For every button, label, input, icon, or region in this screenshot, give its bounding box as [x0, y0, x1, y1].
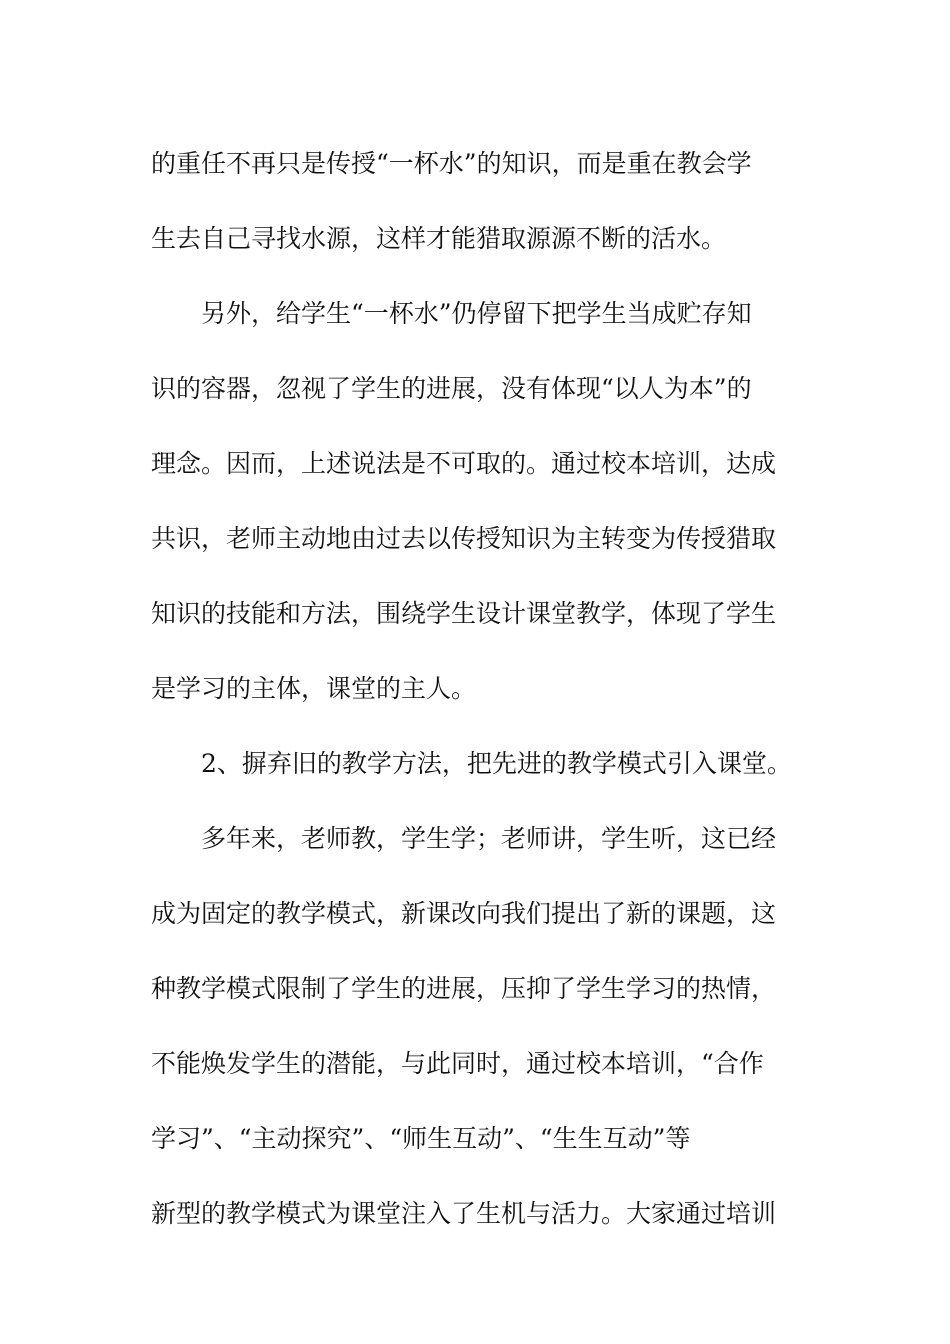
text-line: 生去自己寻找水源，这样才能猎取源源不断的活水。: [151, 224, 727, 253]
text-line: 成为固定的教学模式，新课改向我们提出了新的课题，这: [151, 899, 777, 928]
text-line: 的重任不再只是传授“一杯水”的知识，而是重在教会学: [151, 149, 752, 178]
text-line: 知识的技能和方法，围绕学生设计课堂教学，体现了学生: [151, 599, 777, 628]
section-heading: 2、摒弃旧的教学方法，把先进的教学模式引入课堂。: [201, 749, 792, 778]
text-line: 不能焕发学生的潜能，与此同时，通过校本培训，“合作: [151, 1049, 764, 1078]
text-line: 理念。因而，上述说法是不可取的。通过校本培训，达成: [151, 449, 777, 478]
text-line: 学习”、“主动探究”、“师生互动”、“生生互动”等: [151, 1124, 691, 1153]
body-text: [151, 126, 791, 1251]
paragraph-start-line: 另外，给学生“一杯水”仍停留下把学生当成贮存知: [201, 299, 752, 328]
text-line: 是学习的主体，课堂的主人。: [151, 674, 477, 703]
text-line: 共识，老师主动地由过去以传授知识为主转变为传授猎取: [151, 524, 777, 553]
text-line: 种教学模式限制了学生的进展，压抑了学生学习的热情，: [151, 974, 777, 1003]
text-line: 新型的教学模式为课堂注入了生机与活力。大家通过培训: [151, 1199, 777, 1228]
text-line: 识的容器，忽视了学生的进展，没有体现“以人为本”的: [151, 374, 752, 403]
paragraph-start-line: 多年来，老师教，学生学；老师讲，学生听，这已经: [201, 824, 777, 853]
